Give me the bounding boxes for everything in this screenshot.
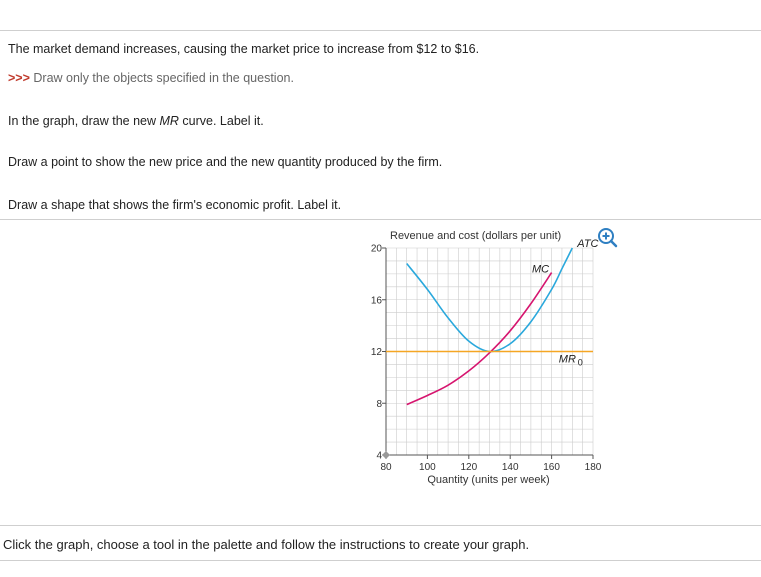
question-statement: The market demand increases, causing the market price to increase from $12 to $16. bbox=[8, 42, 480, 56]
graph-area[interactable] bbox=[0, 220, 761, 525]
x-tick-label: 180 bbox=[584, 462, 602, 473]
task-draw-shape: Draw a shape that shows the firm's economic profit. Label it. bbox=[8, 198, 342, 212]
y-tick-label: 8 bbox=[376, 398, 382, 410]
footer-note: Click the graph, choose a tool in the palette and follow the instructions to create your graph. bbox=[3, 537, 530, 552]
top-rule bbox=[0, 30, 761, 31]
x-tick-label: 160 bbox=[543, 462, 560, 473]
mr0-label-subscript: 0 bbox=[577, 357, 583, 368]
instruction-marker: >>> bbox=[8, 71, 30, 85]
mr0-label: MR bbox=[558, 353, 576, 366]
x-tick-label: 100 bbox=[419, 462, 436, 473]
origin-marker bbox=[382, 451, 390, 459]
task-draw-mr-post: curve. Label it. bbox=[178, 114, 264, 128]
mc-label: MC bbox=[531, 263, 550, 276]
x-axis-title: Quantity (units per week) bbox=[427, 474, 550, 486]
task-draw-mr-em: MR bbox=[159, 114, 179, 128]
atc-label: ATC bbox=[577, 238, 599, 250]
y-axis-title: Revenue and cost (dollars per unit) bbox=[390, 230, 562, 242]
y-tick-label: 4 bbox=[376, 450, 382, 462]
task-draw-mr-pre: In the graph, draw the new bbox=[8, 114, 160, 128]
instruction-line bbox=[8, 71, 294, 85]
task-draw-mr bbox=[8, 114, 264, 128]
graph-bottom-rule bbox=[0, 525, 761, 526]
x-tick-label: 120 bbox=[460, 462, 478, 473]
x-tick-label: 140 bbox=[501, 462, 519, 473]
chart-text bbox=[371, 230, 602, 486]
footer-rule bbox=[0, 560, 761, 561]
graph-canvas[interactable] bbox=[0, 220, 761, 520]
y-tick-label: 12 bbox=[370, 347, 382, 358]
zoom-in-icon[interactable] bbox=[599, 229, 616, 246]
task-draw-point: Draw a point to show the new price and the new quantity produced by the firm. bbox=[8, 155, 443, 169]
instruction-text: Draw only the objects specified in the question. bbox=[33, 71, 294, 85]
x-tick-label: 80 bbox=[380, 462, 392, 473]
y-tick-label: 16 bbox=[370, 295, 382, 307]
y-tick-label: 20 bbox=[370, 243, 382, 255]
